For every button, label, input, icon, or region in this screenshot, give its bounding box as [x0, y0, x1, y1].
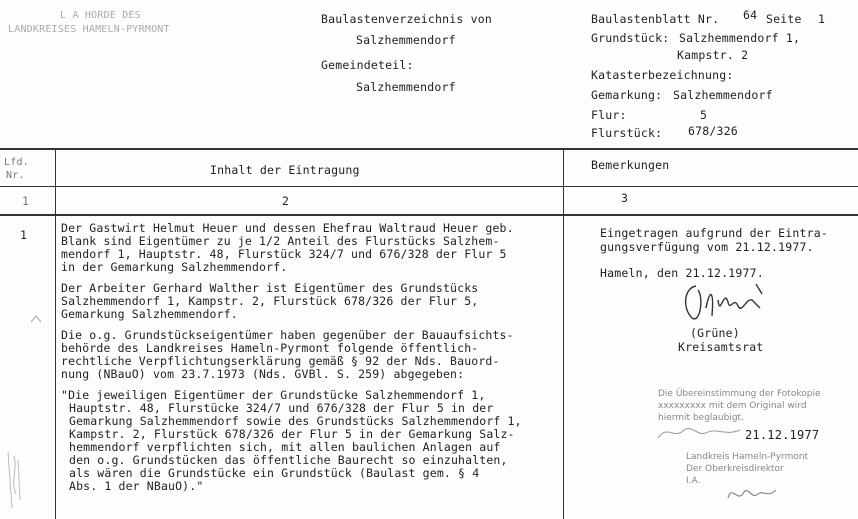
gemarkung-label: Gemarkung: [591, 88, 663, 102]
grundstueck-value-2: Kampstr. 2 [677, 48, 749, 62]
entry-line: Salzhemmendorf 1, Kampstr. 2, Flurstück 678/326 der Flur 5, [61, 294, 479, 308]
blatt-label: Baulastenblatt Nr. [591, 12, 720, 26]
entry-line: behörde des Landkreises Hameln-Pyrmont folgende öffentlich- [61, 341, 479, 355]
remarks-place-date: Hameln, den 21.12.1977. [600, 266, 764, 280]
remarks-line-1: Eingetragen aufgrund der Eintra- [600, 226, 828, 240]
table-top-rule [0, 148, 858, 150]
entry-line: Der Gastwirt Helmut Heuer und dessen Ehefrau Waltraud Heuer geb. [61, 221, 514, 235]
entry-line: Blank sind Eigentümer zu je 1/2 Anteil des Flurstücks Salzhem- [61, 234, 500, 248]
flur-label: Flur: [591, 108, 627, 122]
column-divider-1 [55, 150, 56, 519]
header-row-rule [0, 186, 858, 187]
seite-label: Seite [766, 12, 802, 26]
stamp-line: hiermit beglaubigt. [658, 413, 744, 423]
stamp-line: Die Übereinstimmung der Fotokopie [658, 389, 821, 399]
seite-number: 1 [818, 12, 826, 26]
gemeindeteil-value: Salzhemmendorf [356, 80, 456, 94]
kataster-label: Katasterbezeichnung: [591, 68, 734, 82]
register-title: Baulastenverzeichnis von [321, 12, 492, 26]
gemarkung-value: Salzhemmendorf [673, 88, 773, 102]
col-1-number: 1 [22, 194, 30, 208]
entry-line: den o.g. Grundstücken das öffentliche Baurecht so einzuhalten, [69, 453, 508, 467]
entry-line: hemmendorf verpflichten sich, mit allen baulichen Anlagen auf [69, 440, 501, 454]
entry-paragraph-baulast-text [61, 389, 522, 493]
entry-line: Der Arbeiter Gerhard Walther ist Eigentümer des Grundstücks [61, 281, 479, 295]
entry-number: 1 [20, 228, 28, 242]
entry-line: mendorf 1, Hauptstr. 48, Flurstück 324/7 und 676/328 der Flur 5 [61, 247, 507, 261]
grundstueck-label: Grundstück: [591, 31, 670, 45]
stamp-line: Der Oberkreisdirektor [686, 464, 784, 474]
col-3-number: 3 [621, 191, 629, 205]
authority-line-2: LANDKREISES HAMELN-PYRMONT [8, 24, 170, 35]
remarks-line-2: gungsverfügung vom 21.12.1977. [600, 240, 814, 254]
stamp-scribble-icon [656, 420, 746, 444]
stamp-date: 21.12.1977 [745, 428, 820, 442]
stamp-line: xxxxxxxxx mit dem Original wird [658, 401, 807, 411]
certification-stamp [658, 388, 821, 424]
col-bemerkungen-header: Bemerkungen [591, 158, 670, 172]
stamp-signature-icon [722, 478, 782, 508]
authority-line-1: L A HORDE DES [60, 10, 141, 21]
flurstueck-label: Flurstück: [591, 126, 663, 140]
col-inhalt-header: Inhalt der Eintragung [210, 163, 360, 177]
entry-line: Die o.g. Grundstückseigentümer haben gegenüber der Bauaufsichts- [61, 328, 514, 342]
margin-mark-icon [30, 314, 42, 324]
entry-line: als wären die Grundstücke ein Grundstück (Baulast gem. § 4 [69, 466, 480, 480]
margin-scribble-icon [4, 450, 24, 510]
signature-icon [676, 278, 776, 328]
stamp-line: I.A. [686, 476, 701, 486]
entry-line: in der Gemarkung Salzhemmendorf. [61, 260, 288, 274]
entry-paragraph-declaration [61, 329, 514, 381]
col-lfd-header-a: Lfd. [4, 157, 29, 168]
entry-line: Gemarkung Salzhemmendorf sowie des Grundstücks Salzhemmendorf 1, [69, 414, 522, 428]
flurstueck-value: 678/326 [688, 124, 738, 138]
entry-line: Abs. 1 der NBauO)." [69, 479, 204, 493]
grundstueck-value-1: Salzhemmendorf 1, [679, 31, 801, 45]
col-2-number: 2 [282, 194, 290, 208]
entry-paragraph-owners-2 [61, 282, 478, 321]
entry-line: nung (NBauO) vom 23.7.1973 (Nds. GVBl. S. 259) abgegeben: [61, 367, 465, 381]
col-lfd-header-b: Nr. [6, 170, 25, 181]
entry-line: Hauptstr. 48, Flurstücke 324/7 und 676/328 der Flur 5 in der [69, 401, 494, 415]
remarks-title: Kreisamtsrat [678, 340, 764, 354]
gemeindeteil-label: Gemeindeteil: [321, 58, 414, 72]
number-row-rule [0, 214, 858, 216]
blatt-number: 64 [743, 8, 758, 22]
entry-line: "Die jeweiligen Eigentümer der Grundstücke Salzhemmendorf 1, [61, 388, 486, 402]
flur-value: 5 [700, 108, 708, 122]
register-town: Salzhemmendorf [356, 33, 456, 47]
entry-line: Gemarkung Salzhemmendorf. [61, 307, 238, 321]
entry-line: rechtliche Verpflichtungserklärung gemäß § 92 der Nds. Bauord- [61, 354, 500, 368]
remarks-name: (Grüne) [690, 326, 740, 340]
column-divider-2 [563, 150, 564, 519]
entry-line: Kampstr. 2, Flurstück 678/326 der Flur 5 in der Gemarkung Salz- [69, 427, 515, 441]
stamp-line: Landkreis Hameln-Pyrmont [686, 452, 809, 462]
entry-paragraph-owners-1 [61, 222, 514, 274]
